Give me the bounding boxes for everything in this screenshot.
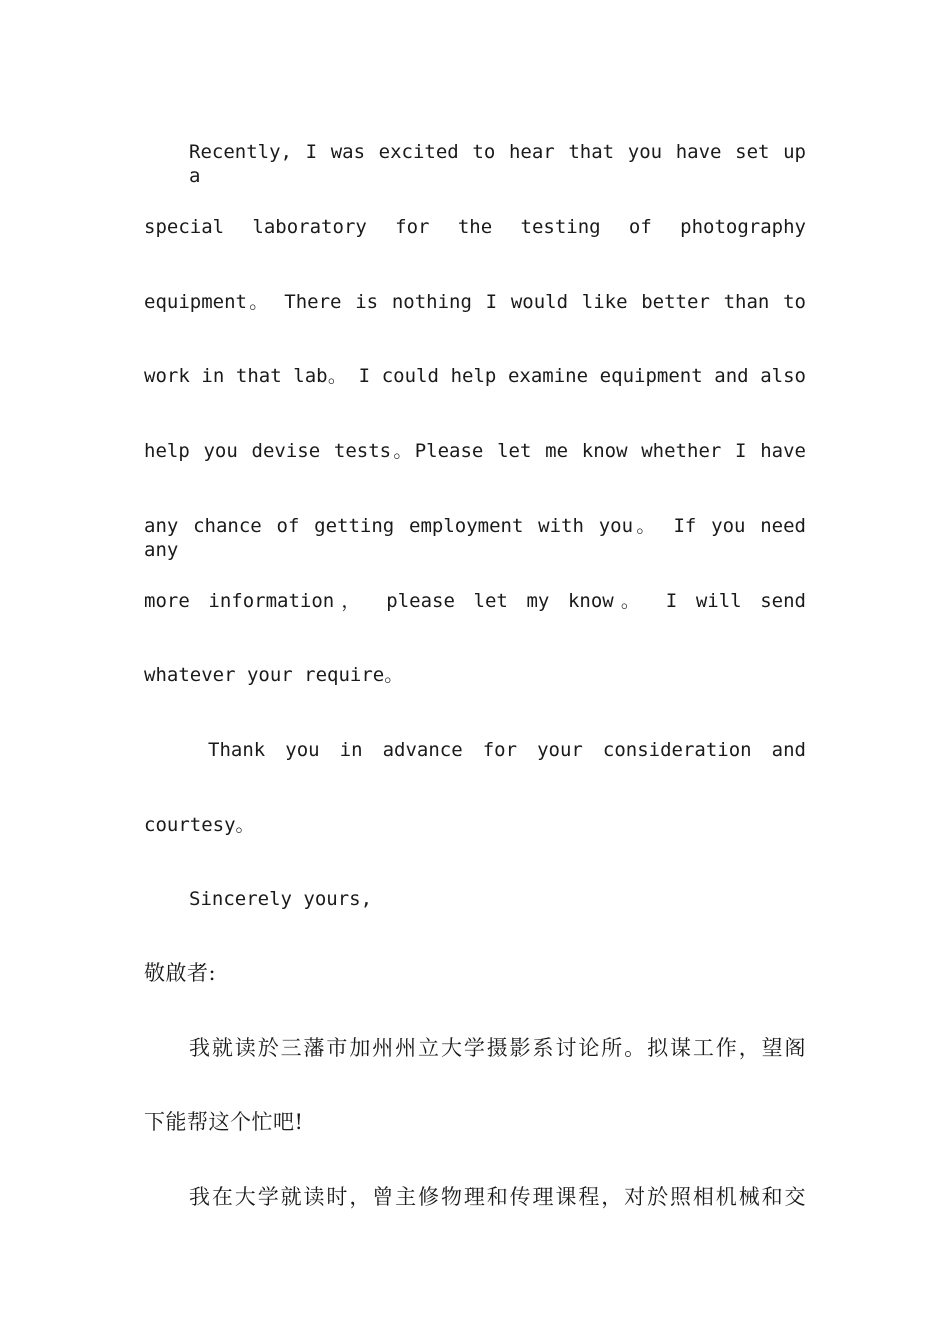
closing: Sincerely yours,: [189, 888, 373, 910]
paragraph-1-line-2: special laboratory for the testing of photography: [144, 216, 806, 238]
paragraph-1-line-5: help you devise tests。Please let me know whether I have: [144, 440, 806, 462]
paragraph-1-line-1: Recently, I was excited to hear that you have set up a: [189, 141, 806, 187]
paragraph-1-line-7: more information， please let my know。 I will send: [144, 590, 806, 612]
chinese-paragraph-2-line-1: 我在大学就读时，曾主修物理和传理课程，对於照相机械和交: [189, 1185, 806, 1209]
paragraph-2-line-2: courtesy。: [144, 814, 255, 836]
paragraph-1-line-6: any chance of getting employment with you。 If you need any: [144, 515, 806, 561]
paragraph-2-line-1: Thank you in advance for your consideration and: [208, 739, 806, 761]
paragraph-1-line-3: equipment。 There is nothing I would like better than to: [144, 291, 806, 313]
paragraph-1-line-8: whatever your require。: [144, 664, 404, 686]
chinese-paragraph-1-line-2: 下能帮这个忙吧!: [144, 1110, 304, 1134]
paragraph-1-line-4: work in that lab。 I could help examine equipment and also: [144, 365, 806, 387]
chinese-salutation: 敬啟者:: [144, 961, 217, 985]
chinese-paragraph-1-line-1: 我就读於三藩市加州州立大学摄影系讨论所。拟谋工作，望阁: [189, 1036, 806, 1060]
